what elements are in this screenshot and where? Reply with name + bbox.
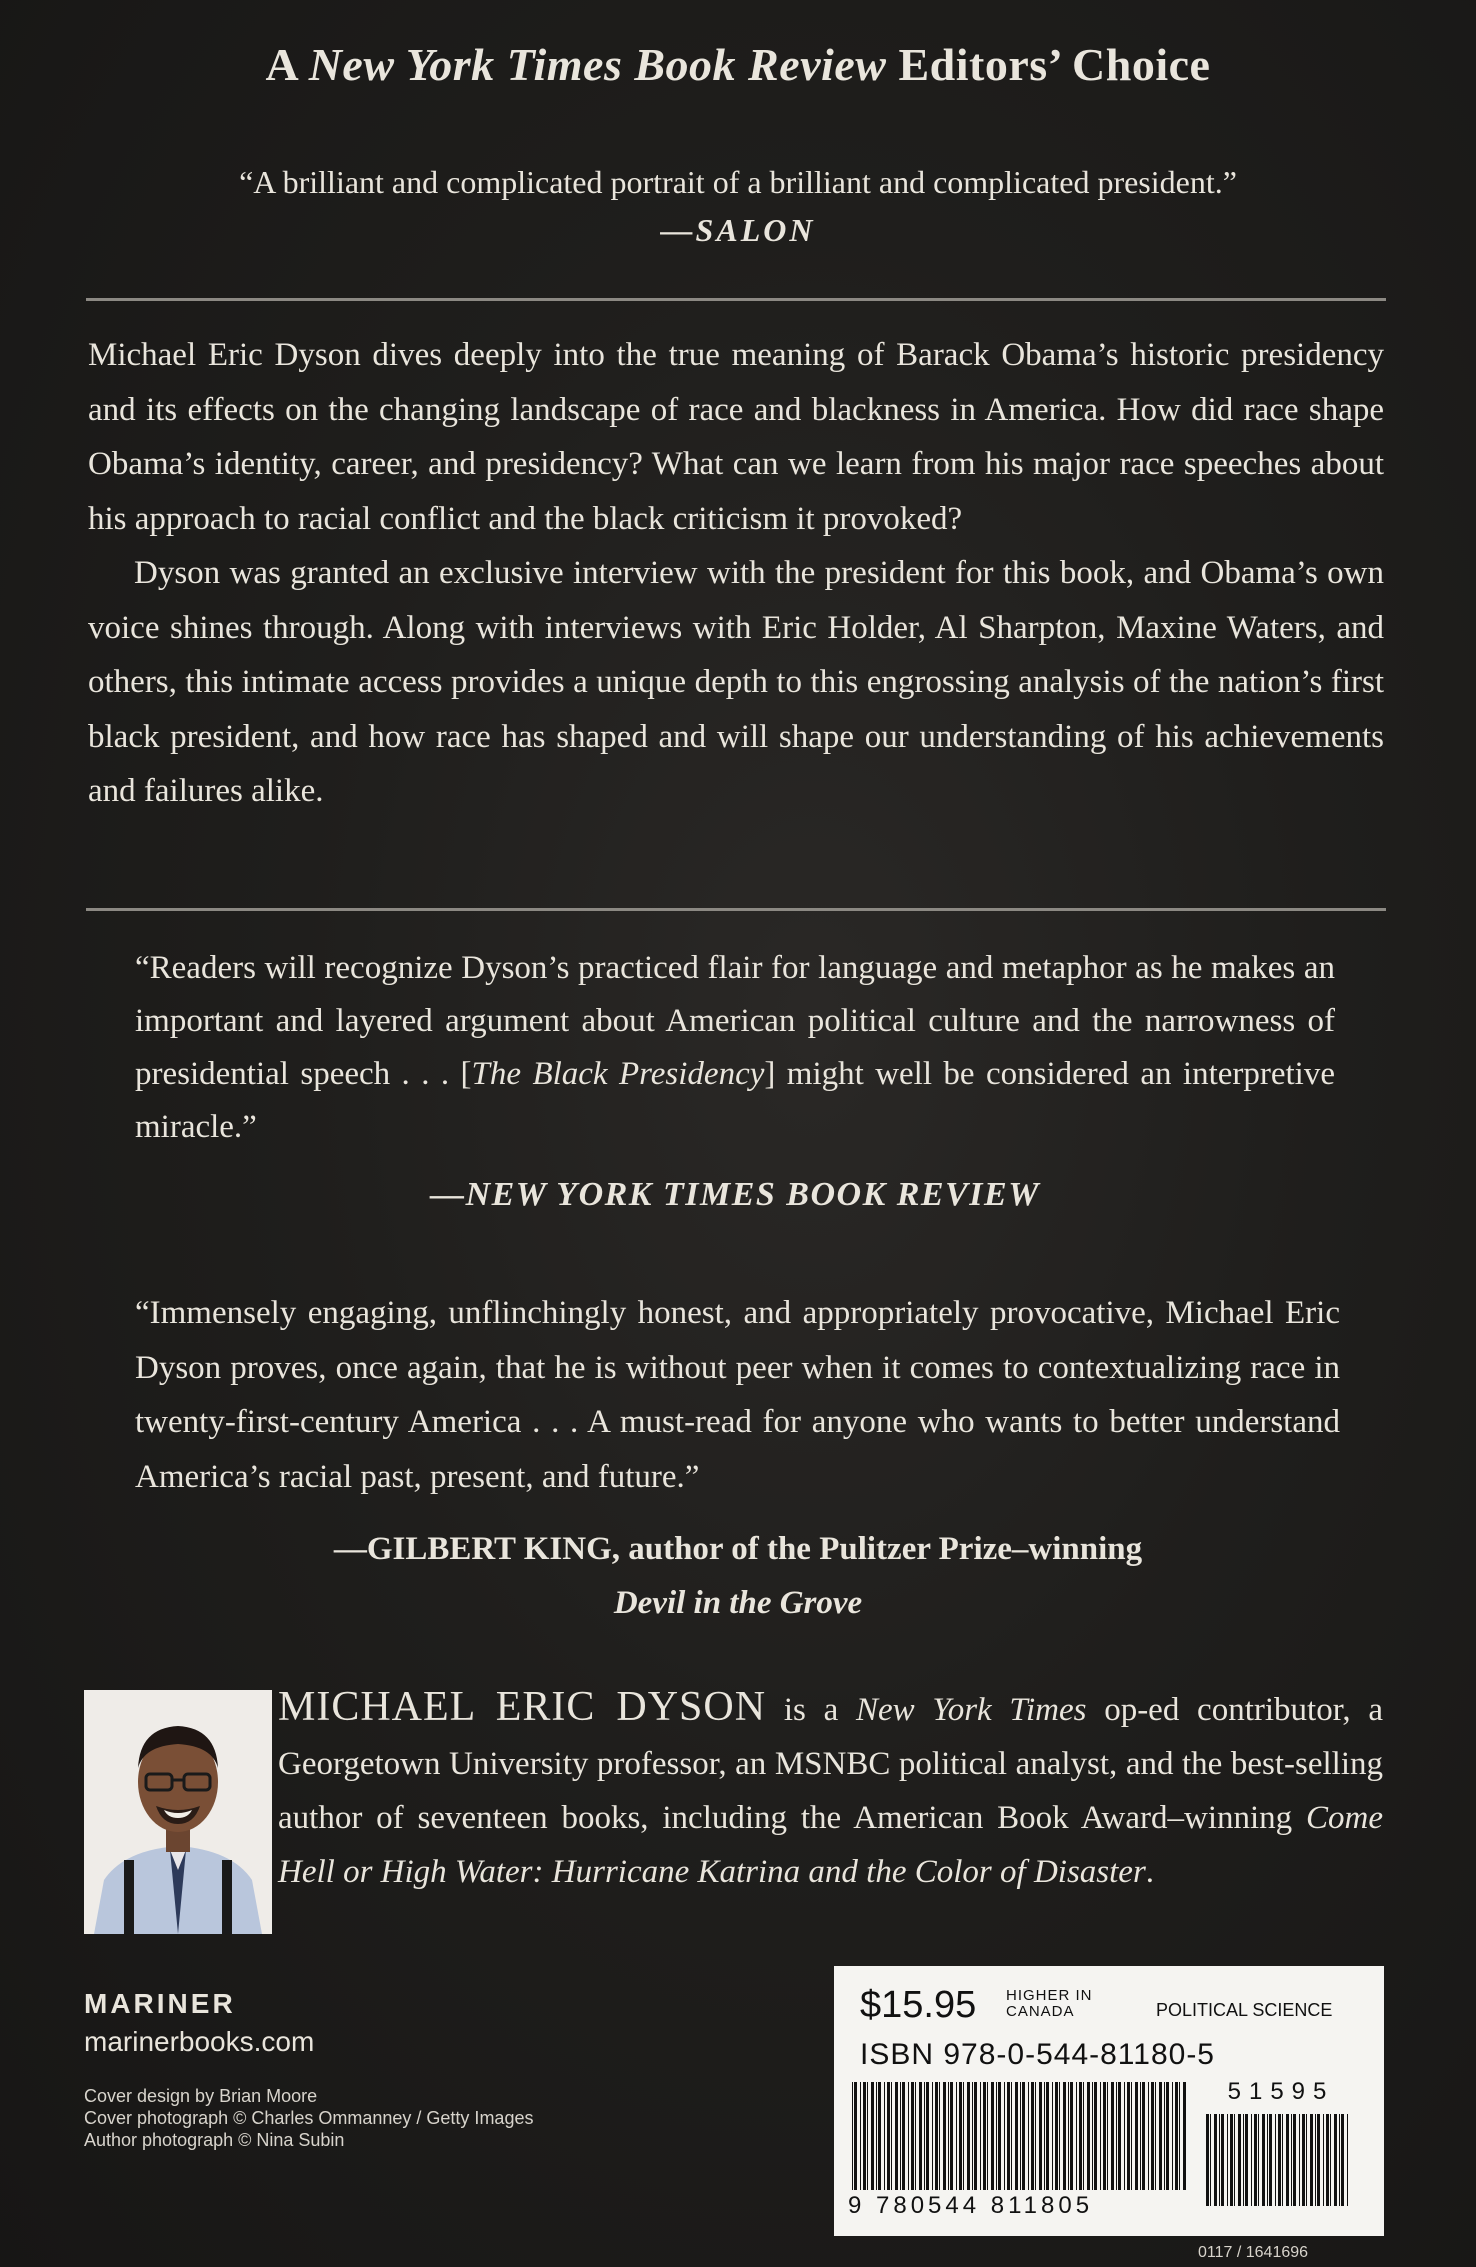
ean-barcode — [850, 2082, 1190, 2202]
header-prefix: A — [265, 39, 309, 90]
divider-top — [86, 298, 1386, 301]
publisher-website: marinerbooks.com — [84, 2026, 315, 2057]
publisher-name: MARINER — [84, 1988, 236, 2019]
salon-quote-text: “A brilliant and complicated portrait of a brilliant and complicated president.” — [239, 164, 1237, 200]
description-paragraph-2: Dyson was granted an exclusive interview with the president for this book, and Obama’s own voice shines through. Along with interviews with Eric Holder, Al Sharpton, Maxine Waters, and others, this intimate access provides a unique depth to this engrossing analysis of the nation’s first black president, and how race has shaped and will shape our understanding of his achievements and failures alike. — [88, 555, 1384, 809]
higher-line-1: HIGHER IN — [1006, 1987, 1093, 2004]
bio-italic-1: New York Times — [855, 1692, 1087, 1728]
salon-attribution: —SALON — [660, 212, 816, 248]
ean-digits: 9 780544 811805 — [848, 2192, 1094, 2219]
print-code: 0117 / 1641696 — [1198, 2244, 1309, 2261]
addon-number: 51595 — [1227, 2078, 1335, 2105]
publisher-block — [84, 1988, 314, 2058]
bio-text-1: is a — [766, 1692, 856, 1728]
category-label: POLITICAL SCIENCE — [1156, 2000, 1333, 2020]
king-quote: “Immensely engaging, unflinchingly honest, and appropriately provocative, Michael Eric Dyson proves, once again, that he is without peer when it comes to contextualizing race in twenty-first-century America . . . A must-read for anyone who wants to better understand America’s racial past, present, and future.” — [135, 1295, 1340, 1495]
king-attribution-book: Devil in the Grove — [613, 1585, 863, 1621]
isbn-number: ISBN 978-0-544-81180-5 — [860, 2038, 1215, 2071]
credit-cover-photo: Cover photograph © Charles Ommanney / Getty Images — [84, 2108, 534, 2128]
author-name: MICHAEL ERIC DYSON — [278, 1684, 767, 1730]
nytbr-quote-part1: “Readers will recognize Dyson’s practiced flair for language and metaphor as he makes an important and layered argument about American political culture and the narrowness of presidential speech . . . [ — [135, 950, 1335, 1092]
book-description — [88, 328, 1384, 819]
bio-italic-2: Come Hell or High Water: Hurricane Katrina and the Color of Disaster — [278, 1800, 1383, 1890]
nytbr-quote — [135, 942, 1335, 1221]
higher-line-2: CANADA — [1006, 2003, 1075, 2020]
author-portrait-illustration — [84, 1690, 272, 1934]
higher-in-canada — [1006, 1988, 1093, 2020]
nytbr-quote-part2: ] might well be considered an interpretive miracle.” — [135, 1056, 1336, 1145]
header-suffix: Editors’ Choice — [886, 39, 1211, 90]
photo-credits — [84, 2085, 533, 2151]
editors-choice-header — [0, 38, 1476, 91]
nytbr-attribution: —NEW YORK TIMES BOOK REVIEW — [430, 1176, 1040, 1213]
addon-barcode — [1204, 2114, 1354, 2206]
king-attribution-line: —GILBERT KING, author of the Pulitzer Prize–winning — [333, 1531, 1143, 1567]
price: $15.95 — [860, 1984, 977, 2026]
author-photo — [84, 1690, 272, 1934]
barcode-label — [834, 1966, 1384, 2236]
bio-text-2: op-ed contributor, a Georgetown University professor, an MSNBC political analyst, and the best-selling author of seventeen books, including the American Book Award–winning — [278, 1692, 1383, 1836]
divider-middle — [86, 908, 1386, 911]
description-paragraph-1: Michael Eric Dyson dives deeply into the true meaning of Barack Obama’s historic presidency and its effects on the changing landscape of race and blackness in America. How did race shape Obama’s identity, career, and presidency? What can we learn from his major race speeches about his approach to racial conflict and the black criticism it provoked? — [88, 337, 1384, 537]
bio-text-3: . — [1145, 1854, 1155, 1890]
credit-cover-design: Cover design by Brian Moore — [84, 2086, 318, 2106]
author-bio — [278, 1680, 1383, 1899]
salon-quote — [0, 158, 1476, 254]
king-attribution — [0, 1522, 1476, 1630]
credit-author-photo: Author photograph © Nina Subin — [84, 2130, 345, 2150]
nytbr-quote-title: The Black Presidency — [471, 1056, 765, 1092]
header-publication: New York Times Book Review — [308, 39, 887, 90]
